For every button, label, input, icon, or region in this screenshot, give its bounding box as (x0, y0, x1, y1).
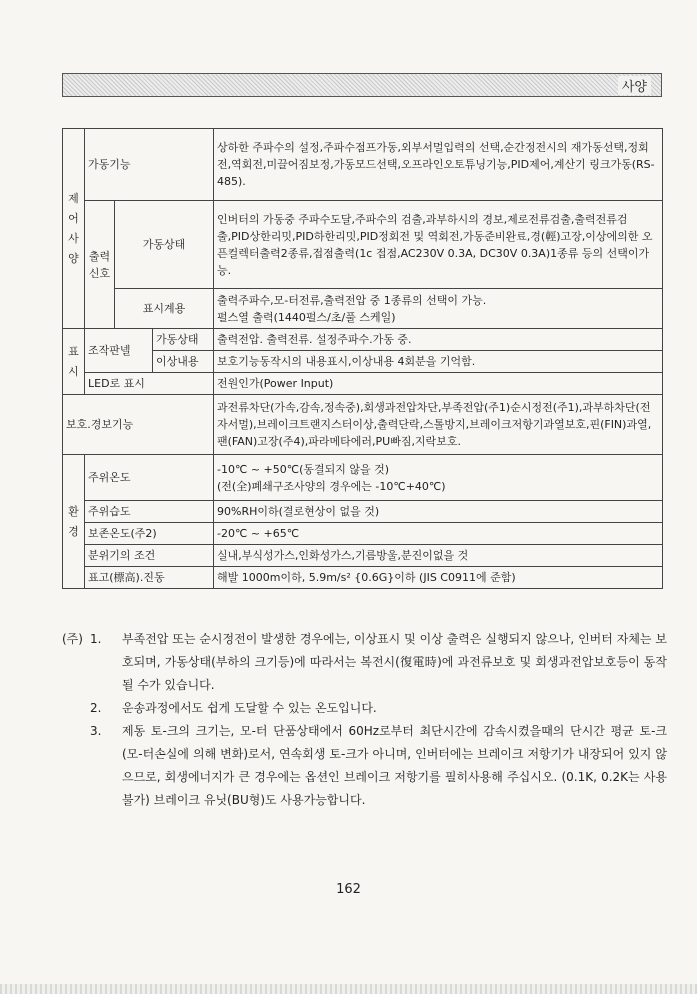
ambient-temp-label: 주위온도 (85, 455, 214, 501)
storage-temp-value: -20℃ ~ +65℃ (214, 523, 663, 545)
ambient-humidity-value: 90%RH이하(결로현상이 없을 것) (214, 501, 663, 523)
panel-operating-status-label: 가동상태 (153, 329, 214, 351)
note-item (62, 697, 667, 720)
table-row (63, 201, 663, 289)
notes (62, 628, 667, 812)
table-row (63, 545, 663, 567)
error-content-label: 이상내용 (153, 351, 214, 373)
panel-operating-status-value: 출력전압. 출력전류. 설정주파수.가동 중. (214, 329, 663, 351)
atmosphere-label: 분위기의 조건 (85, 545, 214, 567)
led-display-value: 전원인가(Power Input) (214, 373, 663, 395)
environment-label: 환 경 (63, 455, 85, 589)
display-label: 표 시 (63, 329, 85, 395)
error-content-value: 보호기능동작시의 내용표시,이상내용 4회분을 기억함. (214, 351, 663, 373)
table-row (63, 455, 663, 501)
protection-label: 보호.경보기능 (63, 395, 214, 455)
table-row (63, 351, 663, 373)
operation-function-value: 상하한 주파수의 설정,주파수점프가동,외부서멀입력의 선택,순간정전시의 재가동선택,정회전,역회전,미끌어짐보정,가동모드선택,오프라인오토튜닝기능,PID제어,계산기 링크가동(RS-485). (214, 129, 663, 201)
note-prefix: (주) (62, 632, 83, 646)
altitude-vibration-value: 해발 1000m이하, 5.9m/s² {0.6G}이하 (JIS C0911에 준함) (214, 567, 663, 589)
table-row (63, 501, 663, 523)
section-header-bar (62, 73, 662, 97)
output-operating-status-label: 가동상태 (115, 201, 214, 289)
meter-display-line: 출력주파수,모-터전류,출력전압 중 1종류의 선택이 가능. (217, 293, 487, 307)
table-row (63, 523, 663, 545)
operation-function-label: 가동기능 (85, 129, 214, 201)
meter-display-label: 표시계용 (115, 289, 214, 329)
table-row (63, 329, 663, 351)
table-row (63, 395, 663, 455)
table-row (63, 129, 663, 201)
note-number: 3. (90, 724, 102, 738)
ambient-temp-line: (전(全)폐쇄구조사양의 경우에는 -10℃+40℃) (217, 479, 446, 493)
note-text: 부족전압 또는 순시정전이 발생한 경우에는, 이상표시 및 이상 출력은 실행되지 않으나, 인버터 자체는 보호되며, 가동상태(부하의 크기등)에 따라서는 복전시(復電時)에 과전류보호 및 회생과전압보호등이 동작될 수가 있습니다. (122, 632, 667, 692)
note-number: 2. (90, 701, 102, 715)
table-row (63, 567, 663, 589)
protection-value: 과전류차단(가속,감속,정속중),회생과전압차단,부족전압(주1)순시정전(주1),과부하차단(전자서멀),브레이크트랜지스터이상,출력단락,스톨방지,브레이크저항기과열보호,핀(FIN)과열,팬(FAN)고장(주4),파라메타에러,PU빠짐,지락보호. (214, 395, 663, 455)
table-row (63, 373, 663, 395)
note-text: 운송과정에서도 쉽게 도달할 수 있는 온도입니다. (122, 701, 377, 715)
storage-temp-label: 보존온도(주2) (85, 523, 214, 545)
table-row (63, 289, 663, 329)
meter-display-value (214, 289, 663, 329)
ambient-temp-line: -10℃ ~ +50℃(동결되지 않을 것) (217, 462, 390, 476)
output-operating-status-value: 인버터의 가동중 주파수도달,주파수의 검출,과부하시의 경보,제로전류검출,출력전류검출,PID상한리밋,PID하한리밋,PID정회전 및 역회전,가동준비완료,경(輕)고장,이상에의한 오픈컬렉터출력2종류,접점출력(1c 접점,AC230V 0.3A, DC30V 0.3A)1종류 등의 선택이가능. (214, 201, 663, 289)
note-item (62, 720, 667, 812)
atmosphere-value: 실내,부식성가스,인화성가스,기름방울,분진이없을 것 (214, 545, 663, 567)
altitude-vibration-label: 표고(標高).진동 (85, 567, 214, 589)
operation-panel-label: 조작판넬 (85, 329, 153, 373)
note-text: 제동 토-크의 크기는, 모-터 단품상태에서 60Hz로부터 최단시간에 감속시켰을때의 단시간 평균 토-크(모-터손실에 의해 변화)로서, 연속회생 토-크가 아니며, 인버터에는 브레이크 저항기가 내장되어 있지 않으므로, 회생에너지가 큰 경우에는 옵션인 브레이크 저항기를 필히사용해 주십시오. (0.1K, 0.2K는 사용불가) 브레이크 유닛(BU형)도 사용가능합니다. (122, 724, 667, 807)
section-title: 사양 (618, 76, 651, 95)
output-signal-label: 출력 신호 (85, 201, 115, 329)
control-spec-label: 제 어 사 양 (63, 129, 85, 329)
scan-edge-artifact (0, 984, 697, 994)
page-number: 162 (336, 882, 361, 897)
spec-table (62, 128, 663, 589)
ambient-humidity-label: 주위습도 (85, 501, 214, 523)
ambient-temp-value (214, 455, 663, 501)
meter-display-line: 펄스열 출력(1440펄스/초/풀 스케일) (217, 310, 396, 324)
led-display-label: LED로 표시 (85, 373, 214, 395)
note-item (62, 628, 667, 697)
note-number: 1. (90, 632, 102, 646)
